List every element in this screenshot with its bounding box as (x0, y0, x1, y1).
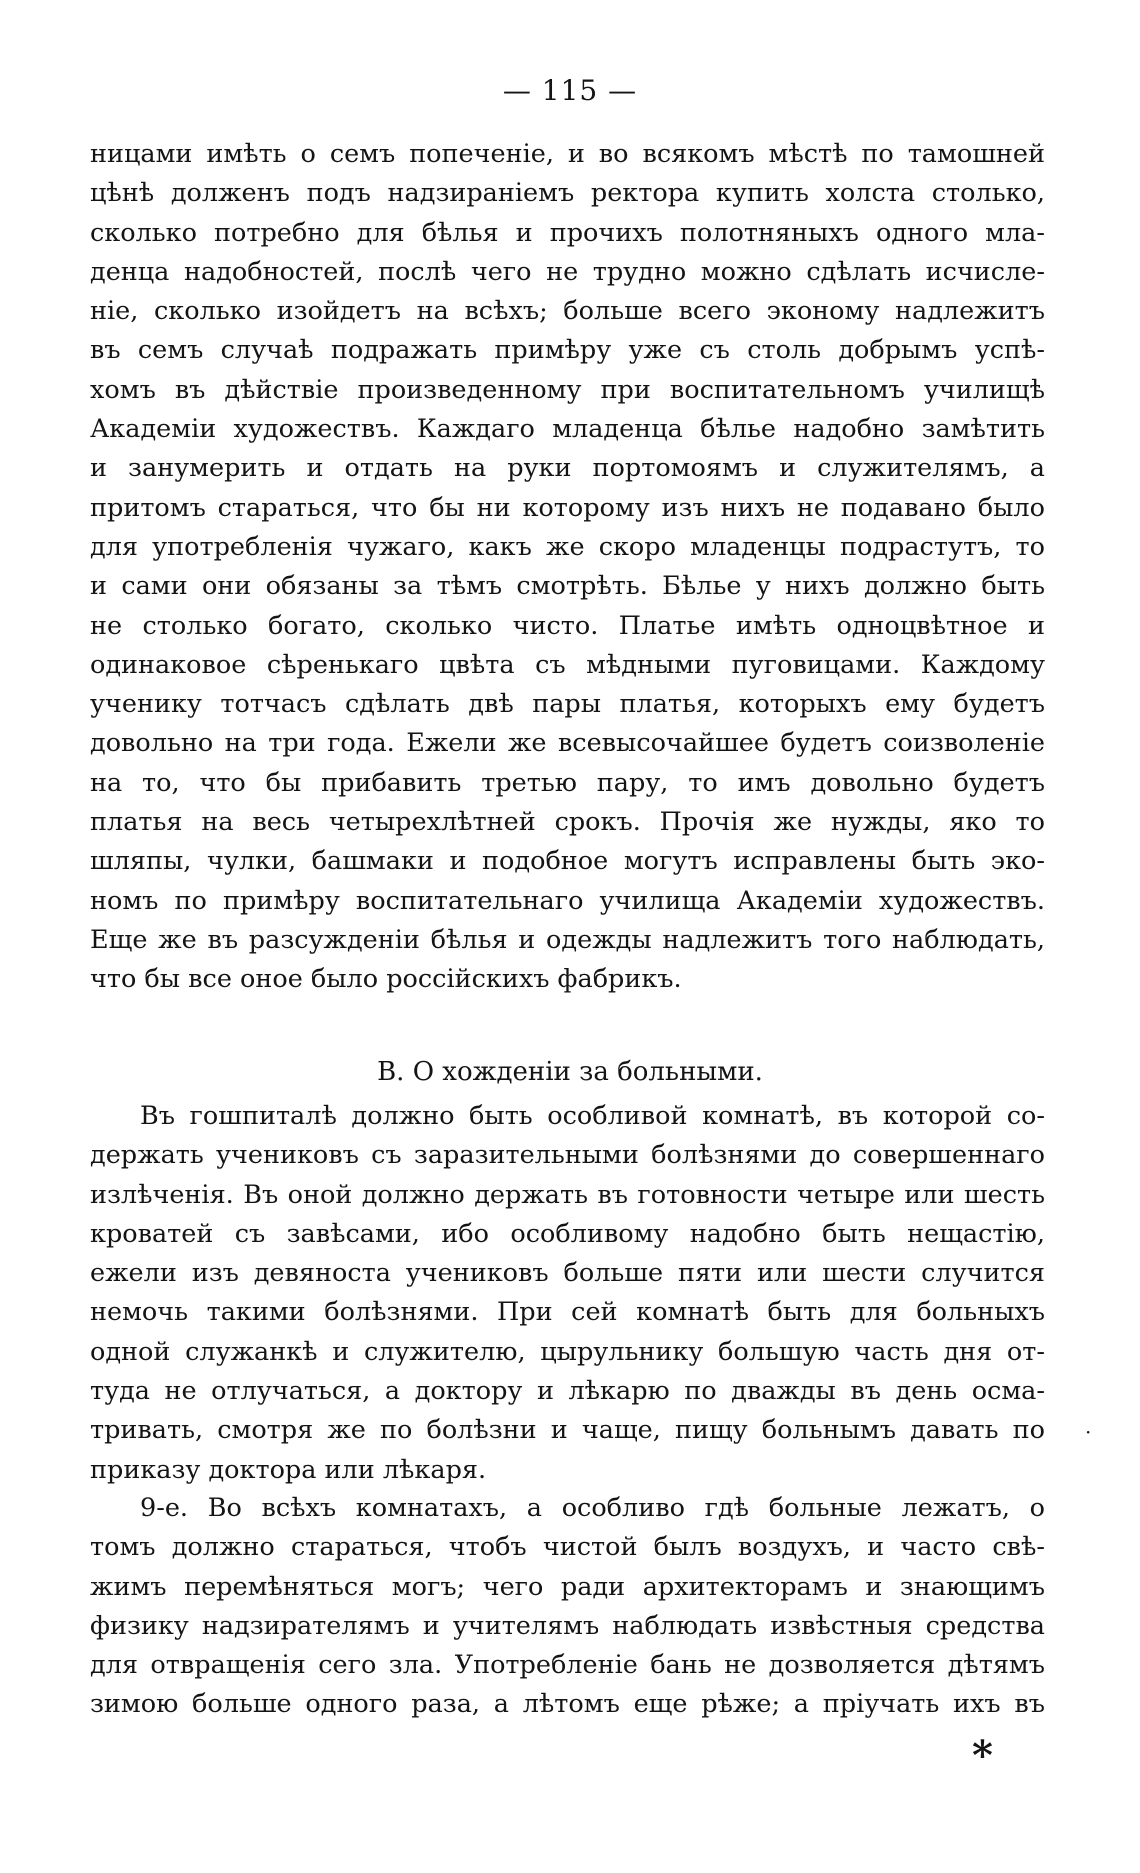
text-line: Академіи художествъ. Каждаго младенца бѣлье надобно замѣтить (90, 414, 1045, 445)
text-line: кроватей съ завѣсами, ибо особливому надобно быть нещастію, (90, 1218, 1045, 1249)
text-line: томъ должно стараться, чтобъ чистой былъ воздухъ, и часто свѣ- (90, 1532, 1045, 1563)
text-line: приказу доктора или лѣкаря. (90, 1454, 487, 1485)
text-line: цѣнѣ долженъ подъ надзираніемъ ректора купить холста столько, (90, 178, 1045, 209)
text-line: ежели изъ девяноста учениковъ больше пяти или шести случится (90, 1258, 1045, 1289)
stray-mark: · (1085, 1420, 1092, 1444)
text-line: номъ по примѣру воспитательнаго училища Академіи художествъ. (90, 885, 1045, 916)
text-line: зимою больше одного раза, а лѣтомъ еще рѣже; а пріучать ихъ въ (90, 1689, 1045, 1720)
text-line: на то, что бы прибавить третью пару, то имъ довольно будетъ (90, 767, 1045, 798)
text-line: въ семъ случаѣ подражать примѣру уже съ столь добрымъ успѣ- (90, 335, 1045, 366)
text-line: и занумерить и отдать на руки портомоямъ и служителямъ, а (90, 453, 1045, 484)
paragraph-clothing (90, 135, 1045, 1000)
text-line: туда не отлучаться, а доктору и лѣкарю по дважды въ день осма- (90, 1376, 1045, 1407)
text-line: Еще же въ разсужденіи бѣлья и одежды надлежитъ того наблюдать, (90, 924, 1045, 955)
text-line: излѣченія. Въ оной должно держать въ готовности четыре или шесть (90, 1179, 1045, 1210)
text-line: жимъ перемѣняться могъ; чего ради архитекторамъ и знающимъ (90, 1571, 1045, 1602)
text-line: 9-е. Во всѣхъ комнатахъ, а особливо гдѣ больные лежатъ, о (140, 1493, 1045, 1523)
section-heading: В. О хожденіи за больными. (377, 1057, 763, 1087)
text-line: одинаковое сѣренькаго цвѣта съ мѣдными пуговицами. Каждому (90, 649, 1045, 680)
footer-asterisk: * (972, 1732, 993, 1779)
paragraph-hospital (90, 1097, 1045, 1490)
text-line: держать учениковъ съ заразительными болѣзнями до совершеннаго (90, 1140, 1045, 1171)
text-line: ніе, сколько изойдетъ на всѣхъ; больше всего эконому надлежитъ (90, 296, 1045, 327)
text-line: и сами они обязаны за тѣмъ смотрѣть. Бѣлье у нихъ должно быть (90, 571, 1045, 602)
text-line: что бы все оное было россійскихъ фабрикъ. (90, 964, 682, 995)
text-line: платья на весь четырехлѣтней срокъ. Прочія же нужды, яко то (90, 807, 1045, 838)
text-line: денца надобностей, послѣ чего не трудно можно сдѣлать исчисле- (90, 256, 1045, 287)
text-line: ницами имѣть о семъ попеченіе, и во всякомъ мѣстѣ по тамошней (90, 139, 1045, 169)
text-line: для употребленія чужаго, какъ же скоро младенцы подрастутъ, то (90, 531, 1045, 562)
text-line: шляпы, чулки, башмаки и подобное могутъ исправлены быть эко- (90, 846, 1045, 877)
text-line: для отвращенія сего зла. Употребленіе бань не дозволяется дѣтямъ (90, 1650, 1045, 1681)
text-line: не столько богато, сколько чисто. Платье имѣть одноцвѣтное и (90, 610, 1045, 641)
page-number: — 115 — (502, 74, 638, 107)
text-line: довольно на три года. Ежели же всевысочайшее будетъ соизволеніе (90, 728, 1045, 759)
text-line: одной служанкѣ и служителю, цырульнику большую часть дня от- (90, 1336, 1045, 1367)
text-line: ученику тотчасъ сдѣлать двѣ пары платья, которыхъ ему будетъ (90, 689, 1045, 720)
text-line: притомъ стараться, что бы ни которому изъ нихъ не подавано было (90, 492, 1045, 523)
text-line: хомъ въ дѣйствіе произведенному при воспитательномъ училищѣ (90, 374, 1045, 405)
text-line: немочь такими болѣзнями. При сей комнатѣ быть для больныхъ (90, 1297, 1045, 1328)
text-line: сколько потребно для бѣлья и прочихъ полотняныхъ одного мла- (90, 217, 1045, 248)
text-line: тривать, смотря же по болѣзни и чаще, пищу больнымъ давать по (90, 1415, 1045, 1446)
text-line: Въ гошпиталѣ должно быть особливой комнатѣ, въ которой со- (140, 1101, 1045, 1131)
paragraph-air (90, 1489, 1045, 1725)
text-line: физику надзирателямъ и учителямъ наблюдать извѣстныя средства (90, 1610, 1045, 1641)
